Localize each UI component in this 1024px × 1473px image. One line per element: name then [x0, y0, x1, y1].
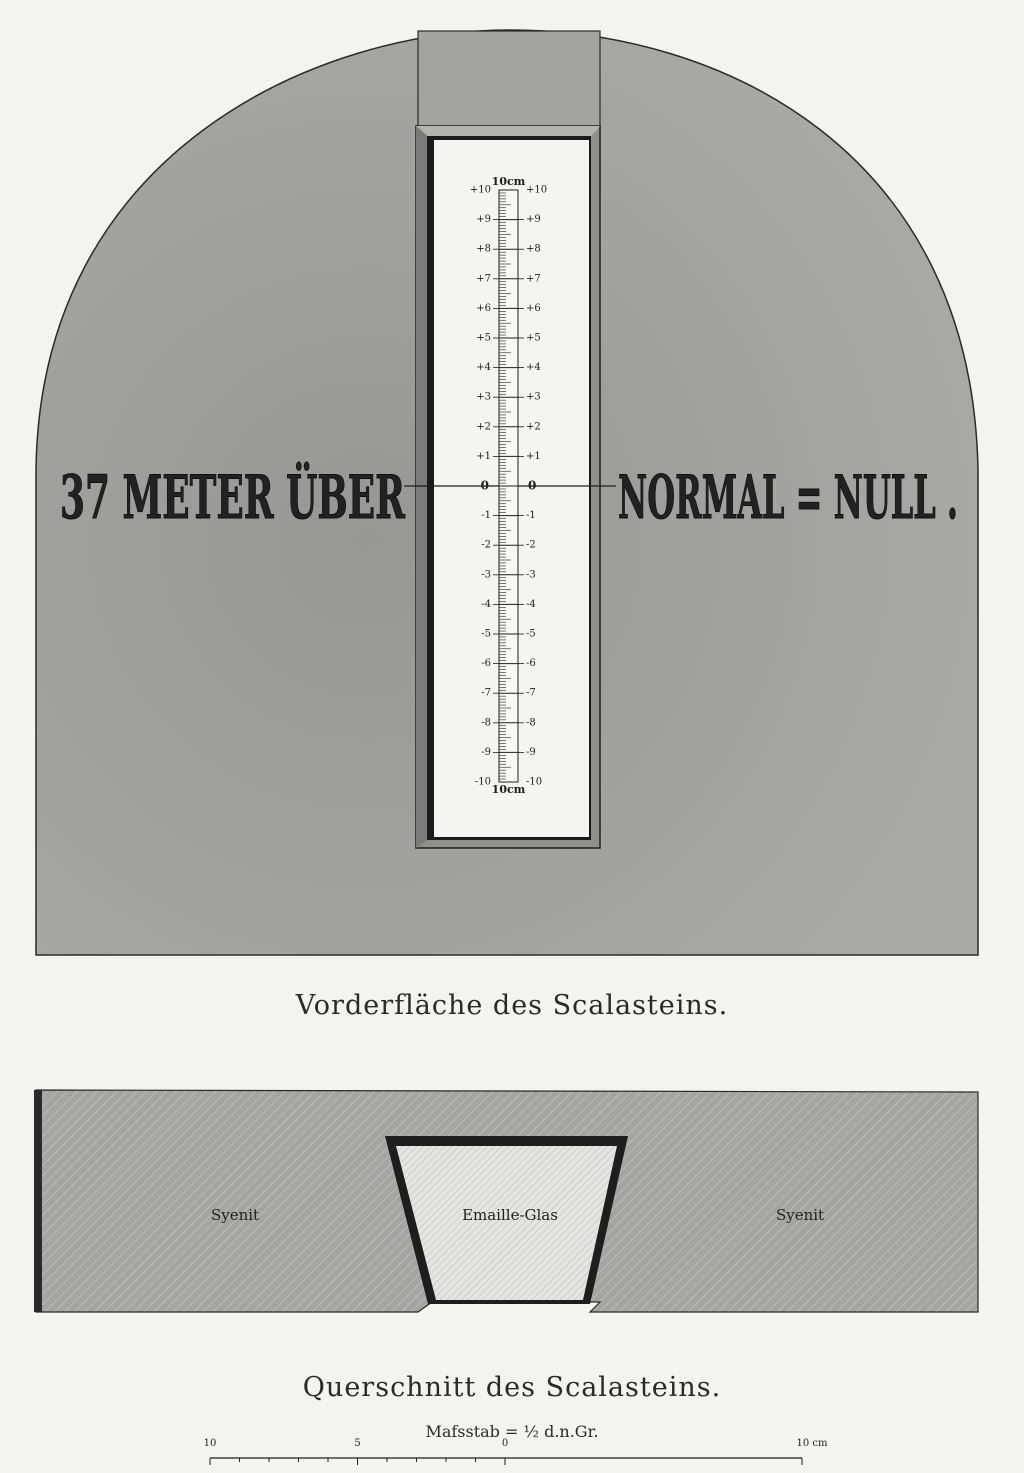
cross-section-label-left: Syenit	[210, 1206, 260, 1224]
scale-label: +3	[476, 391, 491, 403]
scale-bar-label: 10 cm	[796, 1438, 828, 1449]
scale-label: +6	[476, 302, 491, 314]
scale-label: +8	[476, 243, 491, 255]
scale-label: +8	[526, 243, 541, 255]
scale-bar	[204, 1438, 828, 1465]
scale-label: 0	[480, 478, 489, 493]
scale-label: +6	[526, 302, 541, 314]
scale-label: -7	[526, 687, 536, 699]
scale-label: -9	[481, 746, 491, 758]
scale-label: -9	[526, 746, 536, 758]
scale-label: +4	[526, 362, 541, 374]
scale-label: 0	[528, 478, 537, 493]
scale-label: +5	[526, 332, 541, 344]
scale-label: -6	[526, 658, 536, 670]
scale-bar-label: 5	[354, 1438, 361, 1449]
scale-label: -3	[481, 569, 491, 581]
scale-label: -4	[526, 598, 536, 610]
cross-section-label-center: Emaille-Glas	[462, 1206, 558, 1224]
scale-label: -10	[474, 776, 491, 788]
cross-section-label-right: Syenit	[775, 1206, 825, 1224]
scale-label: 10cm	[491, 783, 526, 796]
scale-label: -6	[481, 658, 491, 670]
cross-section-caption: Querschnitt des Scalasteins.	[302, 1372, 722, 1403]
front-view-caption: Vorderfläche des Scalasteins.	[295, 990, 729, 1021]
scale-label: -10	[526, 776, 543, 788]
scale-label: -8	[526, 717, 536, 729]
inscription-right-text: NORMAL = NULL .	[618, 463, 958, 533]
scale-label: +1	[526, 450, 541, 462]
scale-label: -5	[526, 628, 536, 640]
scale-bar-title: Mafsstab = ½ d.n.Gr.	[425, 1422, 599, 1441]
inscription-right	[610, 440, 970, 540]
scale-label: +10	[526, 184, 548, 196]
scale-label: 10cm	[491, 175, 526, 188]
scale-label: +3	[526, 391, 541, 403]
scale-label: -1	[481, 510, 491, 522]
scale-label: +9	[476, 214, 491, 226]
scale-label: -3	[526, 569, 536, 581]
scale-label: -2	[526, 539, 536, 551]
scale-label: -8	[481, 717, 491, 729]
scale-label: +7	[526, 273, 541, 285]
scale-label: -1	[526, 510, 536, 522]
scale-label: +2	[526, 421, 541, 433]
inscription-left	[40, 440, 410, 540]
scale-bar-label: 10	[203, 1438, 217, 1449]
scale-label: -7	[481, 687, 491, 699]
cross-section-drawing	[34, 1090, 978, 1312]
inscription-left-text: 37 METER	[60, 463, 410, 533]
scale-label: +10	[469, 184, 491, 196]
scale-label: +1	[476, 450, 491, 462]
scale-label: -4	[481, 598, 491, 610]
scale-label: +2	[476, 421, 491, 433]
scale-label: +4	[476, 362, 491, 374]
scale-label: +7	[476, 273, 491, 285]
scale-bar-label: 0	[501, 1438, 509, 1449]
scale-label: +9	[526, 214, 541, 226]
scale-label: +5	[476, 332, 491, 344]
scale-label: -5	[481, 628, 491, 640]
scale-label: -2	[481, 539, 491, 551]
